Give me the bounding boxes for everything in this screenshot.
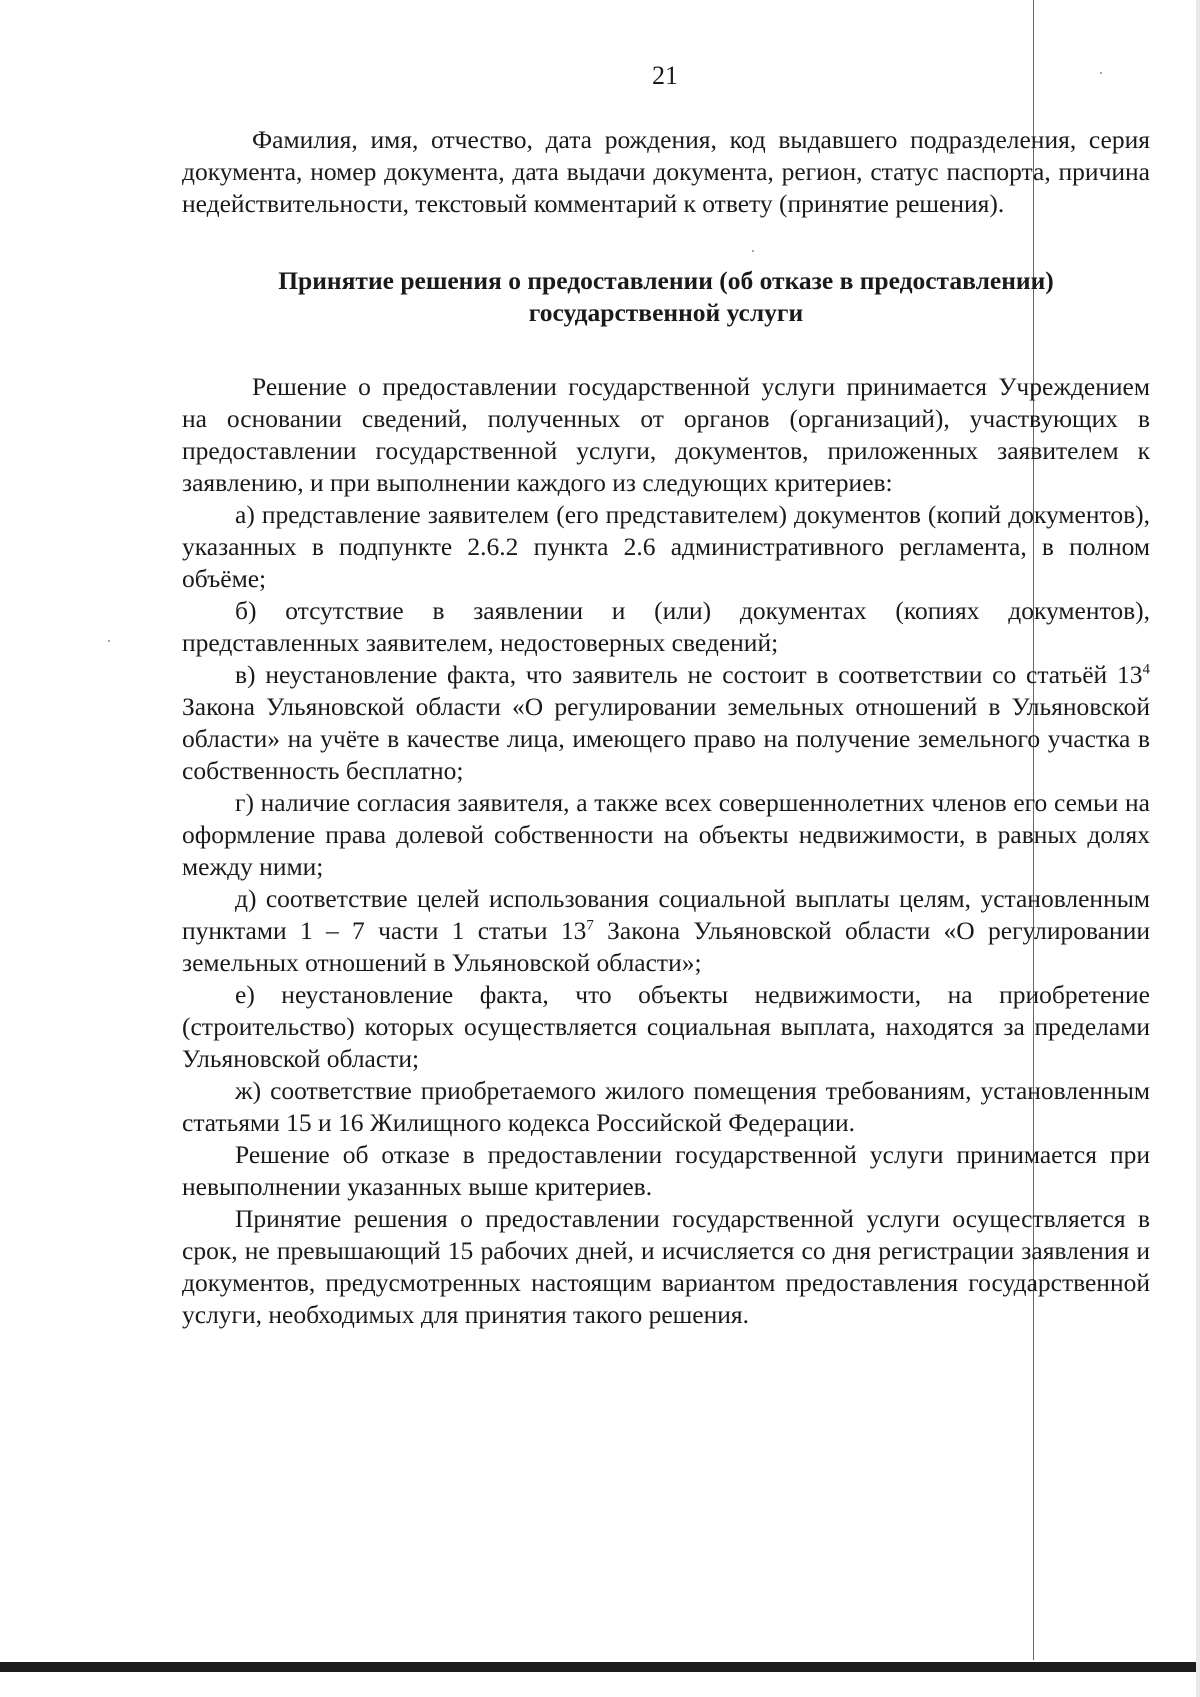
criterion-e: е) неустановление факта, что объекты недвижимости, на приобретение (строительство) которых осуществляется социальная выплата, находятся за пределами Ульяновской области; <box>182 980 1150 1073</box>
criterion-d-text-1: д) соответствие целей использования социальной выплаты целям, установленным пунктами 1 – 7 части 1 статьи 13 <box>182 884 1150 945</box>
criterion-b: б) отсутствие в заявлении и (или) документах (копиях документов), представленных заявителем, недостоверных сведений; <box>182 596 1150 657</box>
section-heading-line-2: государственной услуги <box>528 298 804 327</box>
criterion-a: а) представление заявителем (его представителем) документов (копий документов), указанных в подпункте 2.6.2 пункта 2.6 административного регламента, в полном объёме; <box>182 500 1150 593</box>
term-paragraph: Принятие решения о предоставлении государственной услуги осуществляется в срок, не превышающий 15 рабочих дней, и исчисляется со дня регистрации заявления и документов, предусмотренных настоящим вариантом предоставления государственной услуги, необходимых для принятия такого решения. <box>182 1204 1150 1329</box>
criterion-d-text-2: Закона Ульяновской области «О регулировании земельных отношений в Ульяновской области»; <box>182 916 1150 977</box>
intro-paragraph: Фамилия, имя, отчество, дата рождения, код выдавшего подразделения, серия документа, номер документа, дата выдачи документа, регион, статус паспорта, причина недействительности, текстовый комментарий к ответу (принятие решения). <box>182 125 1150 218</box>
document-body <box>182 124 1150 1331</box>
criterion-v-text-1: в) неустановление факта, что заявитель не состоит в соответствии со статьёй 13 <box>235 660 1143 689</box>
criterion-zh: ж) соответствие приобретаемого жилого помещения требованиям, установленным статьями 15 и 16 Жилищного кодекса Российской Федерации. <box>182 1076 1150 1137</box>
criterion-g: г) наличие согласия заявителя, а также всех совершеннолетних членов его семьи на оформление права долевой собственности на объекты недвижимости, в равных долях между ними; <box>182 788 1150 881</box>
scan-right-edge <box>1196 0 1200 1697</box>
criterion-v-superscript: 4 <box>1142 661 1150 678</box>
decision-paragraph: Решение о предоставлении государственной услуги принимается Учреждением на основании сведений, полученных от органов (организаций), участвующих в предоставлении государственной услуги, документов, приложенных заявителем к заявлению, и при выполнении каждого из следующих критериев: <box>182 372 1150 497</box>
page-number: 21 <box>652 61 678 90</box>
scan-speck <box>108 640 110 642</box>
section-heading-line-1: Принятие решения о предоставлении (об отказе в предоставлении) <box>278 266 1054 295</box>
refusal-paragraph: Решение об отказе в предоставлении государственной услуги принимается при невыполнении указанных выше критериев. <box>182 1140 1150 1201</box>
criterion-d-superscript: 7 <box>586 917 594 934</box>
scan-bottom-edge <box>0 1662 1200 1672</box>
criterion-d <box>182 883 1150 979</box>
section-heading <box>182 265 1150 329</box>
criterion-v <box>182 659 1150 787</box>
criterion-v-text-2: Закона Ульяновской области «О регулировании земельных отношений в Ульяновской области» на учёте в качестве лица, имеющего право на получение земельного участка в собственность бесплатно; <box>182 692 1150 785</box>
